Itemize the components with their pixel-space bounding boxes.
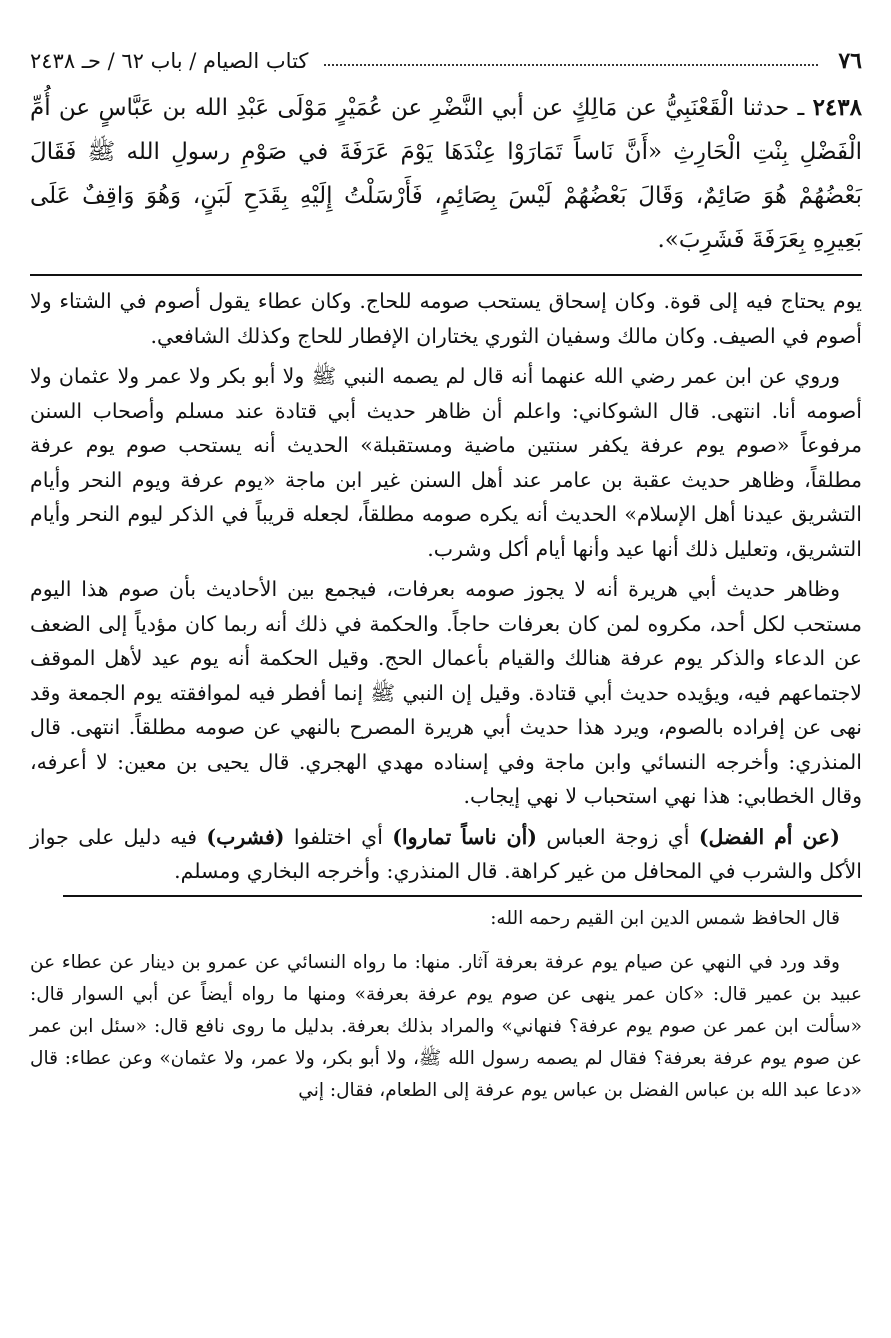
commentary-paragraph-2: وروي عن ابن عمر رضي الله عنهما أنه قال لم يصمه النبي ﷺ ولا أبو بكر ولا عمر ولا عثمان ولا أصومه أنا. انتهى. قال الشوكاني: واعلم أن ظاهر حديث أبي قتادة عند مسلم وأصحاب السنن مرفوعاً «صوم يوم عرفة يكفر سنتين ماضية ومستقبلة» الحديث أنه يستحب صوم يوم عرفة مطلقاً، وظاهر حديث عقبة بن عامر عند أهل السنن غير ابن ماجة «يوم عرفة ويوم النحر وأيام التشريق عيدنا أهل الإسلام» الحديث أنه يكره صومه مطلقاً، لجعله قريباً في الذكر ليوم النحر وأيام التشريق، وتعليل ذلك أنها عيد وأنها أيام أكل وشرب.: [30, 364, 862, 561]
hadith-number: ٢٤٣٨: [812, 94, 862, 121]
commentary-paragraph-3: وظاهر حديث أبي هريرة أنه لا يجوز صومه بعرفات، فيجمع بين الأحاديث بأن صوم هذا اليوم مستحب لكل أحد، مكروه لمن كان بعرفات حاجاً. والحكمة في ذلك أنه ربما كان مؤدياً إلى الضعف عن الدعاء والذكر يوم عرفة هنالك والقيام بأعمال الحج. وقيل الحكمة أنه يوم عيد لأهل الموقف لاجتماعهم فيه، ويؤيده حديث أبي قتادة. وقيل إن النبي ﷺ إنما أفطر فيه لموافقته يوم الجمعة وقد نهى عن إفراده بالصوم، ويرد هذا حديث أبي هريرة المصرح بالنهي عن صومه مطلقاً. انتهى. قال المنذري: وأخرجه النسائي وابن ماجة وفي إسناده مهدي الهجري. قال يحيى بن معين: لا أعرفه، وقال الخطابي: هذا نهي استحباب لا نهي إيجاب.: [30, 577, 862, 808]
ibn-qayyim-heading: قال الحافظ شمس الدين ابن القيم رحمه الله:: [490, 907, 840, 929]
hadith-body: ـ حدثنا الْقَعْنَبِيُّ عن مَالِكٍ عن أبي النَّضْرِ عن عُمَيْرٍ مَوْلَى عَبْدِ الله بن عَبَّاسٍ عن أُمِّ الْفَضْلِ بِنْتِ الْحَارِثِ «أَنَّ نَاساً تَمَارَوْا عِنْدَهَا يَوْمَ عَرَفَةَ في صَوْمِ رسولِ الله ﷺ فَقَالَ بَعْضُهُمْ هُوَ صَائِمٌ، وَقَالَ بَعْضُهُمْ لَيْسَ بِصَائِمٍ، فَأَرْسَلْتُ إِلَيْهِ بِقَدَحِ لَبَنٍ، وَهُوَ وَاقِفٌ عَلَى بَعِيرِهِ بِعَرَفَةَ فَشَرِبَ».: [30, 95, 862, 253]
header-dotted-leader: [324, 64, 818, 66]
gloss-3: فيه دليل على جواز الأكل والشرب في المحافل من غير كراهة. قال المنذري: وأخرجه البخاري ومسلم.: [30, 824, 862, 883]
page-number: ٧٦: [838, 47, 862, 74]
page-header: [30, 40, 862, 74]
ibn-qayyim-paragraph: وقد ورد في النهي عن صيام يوم عرفة بعرفة آثار. منها: ما رواه النسائي عن عمرو بن دينار عن عطاء عن عبيد بن عمير قال: «كان عمر ينهى عن صوم يوم عرفة بعرفة» ومنها ما رواه أيضاً عن أبي السوار قال: «سألت ابن عمر عن صوم يوم عرفة؟ فنهاني» والمراد بذلك بعرفة. بدليل ما روى نافع قال: «سئل ابن عمر عن صوم يوم عرفة بعرفة؟ فقال لم يصمه رسول الله ﷺ، ولا أبو بكر، ولا عمر، ولا عثمان» وعن عطاء: قال «دعا عبد الله بن عباس الفضل بن عباس يوم عرفة إلى الطعام، فقال: إني: [30, 951, 862, 1101]
lemma-nasan-tamaraw: (أن ناساً تماروا): [392, 824, 537, 849]
commentary-paragraph-1: يوم يحتاج فيه إلى قوة. وكان إسحاق يستحب صومه للحاج. وكان عطاء يقول أصوم في الشتاء ولا أصوم في الصيف. وكان مالك وسفيان الثوري يختاران الإفطار للحاج وكذلك الشافعي.: [30, 289, 862, 348]
gloss-2: أي اختلفوا: [284, 824, 393, 849]
ibn-qayyim-section: [30, 903, 862, 1107]
divider-line: [30, 274, 862, 276]
divider-line-lower: [63, 895, 862, 897]
commentary-paragraph-4: [30, 820, 862, 889]
lemma-um-al-fadl: (عن أم الفضل): [698, 824, 840, 849]
book-page: [30, 40, 862, 1107]
hadith-text: [30, 86, 862, 262]
gloss-1: أي زوجة العباس: [536, 824, 699, 849]
lemma-fashariba: (فشرب): [206, 824, 285, 849]
commentary-section: [30, 284, 862, 889]
running-title: كتاب الصيام / باب ٦٢ / حـ ٢٤٣٨: [30, 48, 309, 73]
